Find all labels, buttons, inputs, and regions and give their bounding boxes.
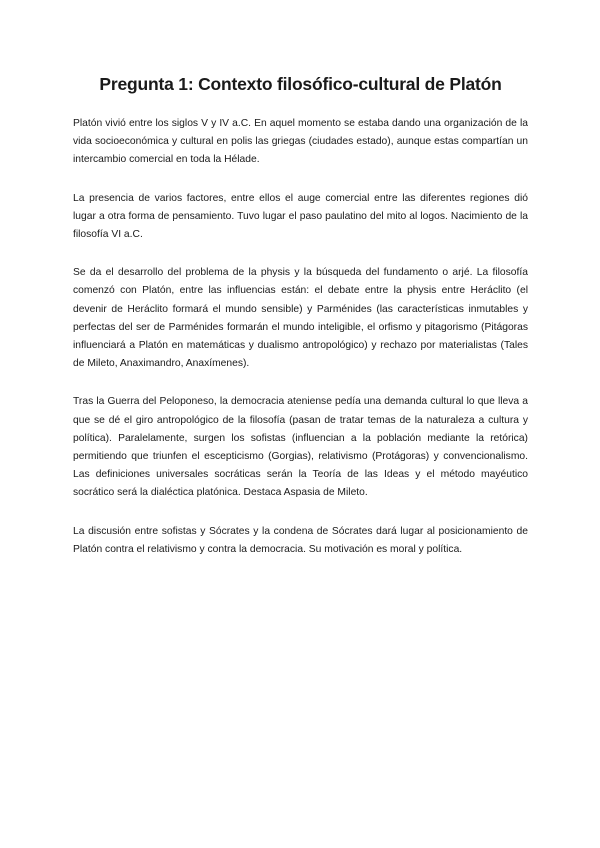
paragraph-4: Tras la Guerra del Peloponeso, la democracia ateniense pedía una demanda cultural lo que lleva a que se dé el giro antropológico de la filosofía (pasan de tratar temas de la naturaleza a cultura y política). Paralelamente, surgen los sofistas (influencian a la población mediante la retórica) permitiendo que triunfen el escepticismo (Gorgias), relativismo (Protágoras) y convencionalismo. Las definiciones universales socráticas serán la Teoría de las Ideas y el método mayéutico socrático será la dialéctica platónica. Destaca Aspasia de Mileto. bbox=[73, 396, 528, 499]
paragraph-3: Se da el desarrollo del problema de la physis y la búsqueda del fundamento o arjé. La filosofía comenzó con Platón, entre las influencias están: el debate entre la physis entre Heráclito (el devenir de Heráclito formará el mundo sensible) y Parménides (las características inmutables y perfectas del ser de Parménides formarán el mundo inteligible, el orfismo y pitagorismo (Pitágoras influenciará a Platón en matemáticas y dualismo antropológico) y rechazo por materialistas (Tales de Mileto, Anaximandro, Anaxímenes). bbox=[73, 267, 528, 370]
page-title: Pregunta 1: Contexto filosófico-cultural de Platón bbox=[99, 74, 502, 94]
paragraph-1: Platón vivió entre los siglos V y IV a.C. En aquel momento se estaba dando una organización de la vida socioeconómica y cultural en polis las griegas (ciudades estado), aunque estas compartían un intercambio comercial en toda la Hélade. bbox=[73, 118, 528, 166]
paragraph-5: La discusión entre sofistas y Sócrates y la condena de Sócrates dará lugar al posicionamiento de Platón contra el relativismo y contra la democracia. Su motivación es moral y política. bbox=[73, 525, 528, 555]
paragraph-2: La presencia de varios factores, entre ellos el auge comercial entre las diferentes regiones dió lugar a otra forma de pensamiento. Tuvo lugar el paso paulatino del mito al logos. Nacimiento de la filosofía VI a.C. bbox=[73, 192, 528, 241]
